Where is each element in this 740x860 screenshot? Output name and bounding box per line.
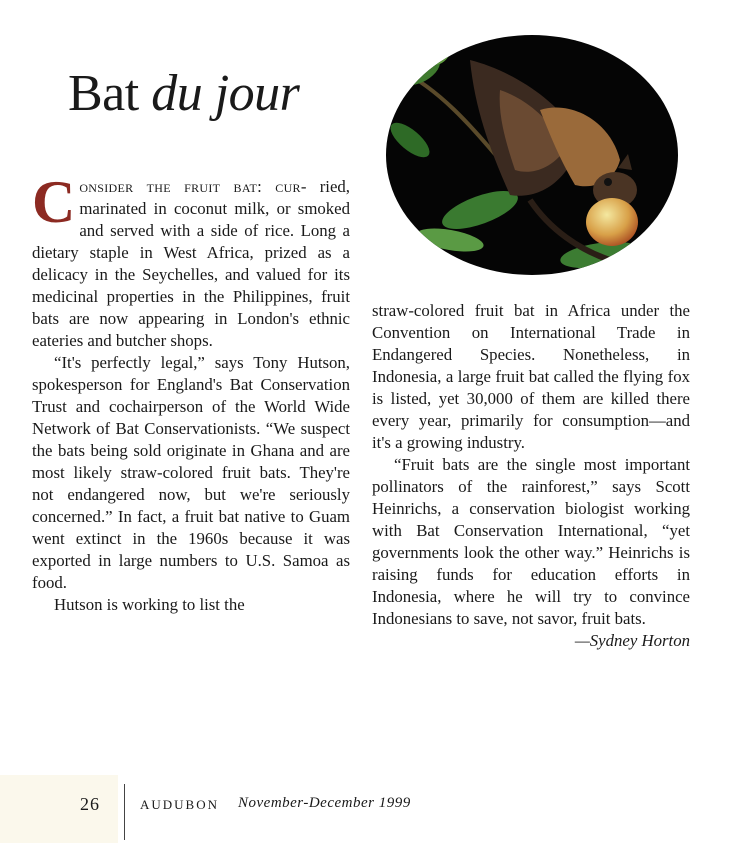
footer-shade xyxy=(0,775,118,843)
article-column-2 xyxy=(372,300,690,652)
paragraph-2: “It's perfectly legal,” says Tony Hutson, spokesperson for England's Bat Conservation Trust and cochairperson of the World Wide Network of Bat Conservationists. “We suspect the bats being sold originate in Ghana and are most likely straw-colored fruit bats. They're not endangered now, but we're seriously concerned.” In fact, a fruit bat native to Guam went extinct in the 1960s because it was exported in large numbers to U.S. Samoa as food. xyxy=(32,353,350,592)
page-number: 26 xyxy=(80,794,100,814)
paragraph-1 xyxy=(32,169,350,352)
drop-cap: C xyxy=(32,169,76,235)
paragraph-5 xyxy=(372,454,690,650)
fruit-bat-photo xyxy=(380,30,680,280)
title-main: Bat xyxy=(68,65,152,122)
paragraph-3: Hutson is working to list the xyxy=(54,595,245,614)
lead-in: onsider the fruit bat: cur- xyxy=(79,177,307,196)
issue-date: November-December 1999 xyxy=(238,795,411,811)
magazine-name: AUDUBON xyxy=(140,797,219,812)
paragraph-1-text: ried, marinated in coconut milk, or smoked and served with a side of rice. Long a dietary staple in West Africa, prized as a delicacy in the Seychelles, and valued for its medicinal properties in the Philippines, fruit bats are now appearing in London's ethnic eateries and butcher shops. xyxy=(32,177,350,350)
title-italic: du jour xyxy=(151,65,300,122)
footer-divider xyxy=(124,784,125,840)
author-signature: —Sydney Horton xyxy=(574,631,690,650)
paragraph-4: straw-colored fruit bat in Africa under the Convention on International Trade in Endangered Species. Nonetheless, in Indonesia, a large fruit bat called the flying fox is listed, yet 30,000 of them are killed there every year, primarily for consumption—and it's a growing industry. xyxy=(372,301,690,452)
paragraph-5-text: “Fruit bats are the single most important pollinators of the rainforest,” says Scott Heinrichs, a conservation biologist working with Bat Conservation International, “yet governments look the other way.” Heinrichs is raising funds for education efforts in Indonesia, where he will try to convince Indonesians to save, not savor, fruit bats. xyxy=(372,455,690,628)
article-title xyxy=(68,64,299,123)
article-column-1 xyxy=(32,169,350,616)
